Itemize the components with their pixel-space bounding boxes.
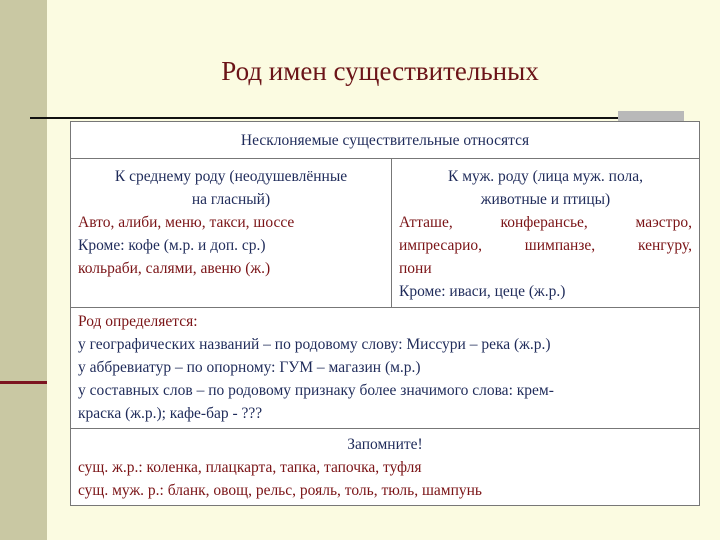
remember-masculine: сущ. муж. р.: бланк, овощ, рельс, рояль, толь, тюль, шампунь bbox=[78, 482, 482, 499]
rules-cell bbox=[71, 308, 700, 429]
masculine-examples-line-3: пони bbox=[399, 260, 432, 277]
slide-title: Род имен существительных bbox=[221, 56, 539, 86]
side-accent-line bbox=[0, 381, 47, 384]
neuter-cell bbox=[71, 159, 392, 308]
title-underline-accent bbox=[618, 111, 684, 121]
header-row bbox=[71, 122, 700, 159]
remember-feminine: сущ. ж.р.: коленка, плацкарта, тапка, тапочка, туфля bbox=[78, 459, 422, 476]
neuter-heading-line-2: на гласный) bbox=[191, 191, 271, 208]
header-cell: Несклоняемые существительные относятся bbox=[71, 122, 700, 159]
rule-geographic: у географических названий – по родовому слову: Миссури – река (ж.р.) bbox=[78, 336, 551, 353]
categories-row bbox=[71, 159, 700, 308]
masculine-cell bbox=[392, 159, 700, 308]
title-underline bbox=[30, 117, 680, 119]
neuter-heading-line-1: К среднему роду (неодушевлённые bbox=[114, 168, 348, 185]
rule-compound-line-2: краска (ж.р.); кафе-бар - ??? bbox=[78, 405, 263, 422]
neuter-exception-words: кольраби, салями, авеню (ж.) bbox=[78, 260, 271, 277]
rule-compound-line-1: у составных слов – по родовому признаку более значимого слова: крем- bbox=[78, 382, 554, 399]
remember-cell bbox=[71, 429, 700, 506]
neuter-examples: Авто, алиби, меню, такси, шоссе bbox=[78, 214, 295, 231]
masculine-examples-line-2: импресарио, шимпанзе, кенгуру, bbox=[399, 237, 692, 254]
rules-row bbox=[71, 308, 700, 429]
masculine-exception: Кроме: иваси, цеце (ж.р.) bbox=[399, 283, 566, 300]
rule-abbreviations: у аббревиатур – по опорному: ГУМ – магазин (м.р.) bbox=[78, 359, 421, 376]
remember-heading: Запомните! bbox=[347, 436, 423, 453]
rules-intro: Род определяется: bbox=[78, 313, 198, 330]
masculine-examples-line-1: Атташе, конферансье, маэстро, bbox=[399, 214, 692, 231]
neuter-exception: Кроме: кофе (м.р. и доп. ср.) bbox=[78, 237, 266, 254]
masculine-heading-line-1: К муж. роду (лица муж. пола, bbox=[448, 168, 643, 185]
noun-gender-table bbox=[70, 121, 700, 506]
remember-row bbox=[71, 429, 700, 506]
masculine-heading-line-2: животные и птицы) bbox=[480, 191, 611, 208]
